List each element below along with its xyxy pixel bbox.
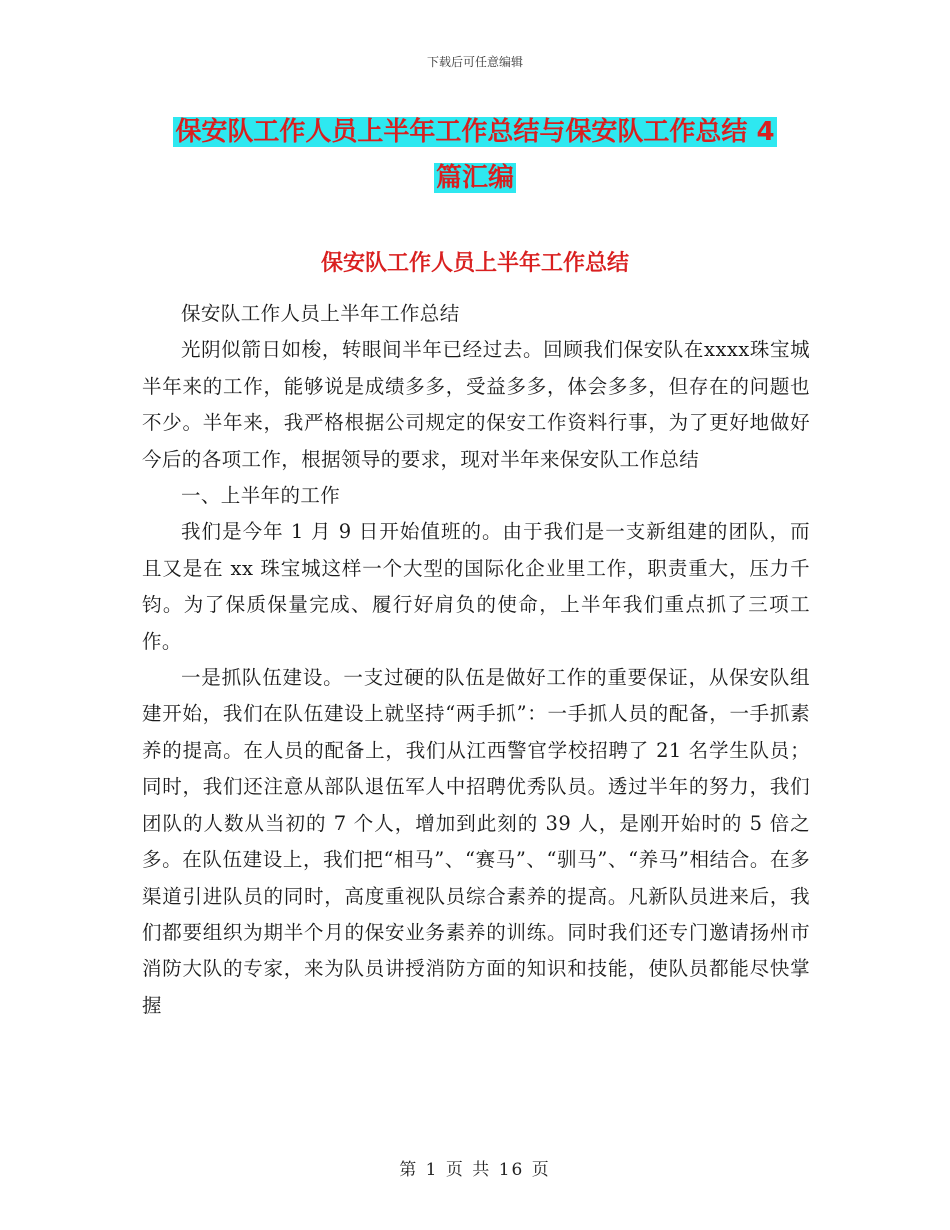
page-number: 第 1 页 共 16 页 [399,1160,551,1180]
paragraph: 保安队工作人员上半年工作总结 [181,302,460,325]
document-title-line2: 篇汇编 [435,163,514,193]
section-title: 保安队工作人员上半年工作总结 [320,251,629,276]
paragraph: 我们是今年 1 月 9 日开始值班的。由于我们是一支新组建的团队，而且又是在 xx 珠宝城这样一个大型的国际化企业里工作，职责重大，压力千钧。为了保质保量完成、履行好肩负的使命，上半年我们重点抓了三项工作。 [142,520,810,653]
page-header-note: 下载后可任意编辑 [426,55,523,69]
paragraph: 一、上半年的工作 [181,484,341,508]
document-title-line1: 保安队工作人员上半年工作总结与保安队工作总结 4 [175,117,775,147]
document-body [142,296,810,1024]
document-title [0,110,950,200]
paragraph: 光阴似箭日如梭，转眼间半年已经过去。回顾我们保安队在xxxx珠宝城半年来的工作，能够说是成绩多多，受益多多，体会多多，但存在的问题也不少。半年来，我严格根据公司规定的保安工作资料行事，为了更好地做好今后的各项工作，根据领导的要求，现对半年来保安队工作总结 [142,338,810,471]
paragraph: 一是抓队伍建设。一支过硬的队伍是做好工作的重要保证，从保安队组建开始，我们在队伍建设上就坚持“两手抓”：一手抓人员的配备，一手抓素养的提高。在人员的配备上，我们从江西警官学校招聘了 21 名学生队员；同时，我们还注意从部队退伍军人中招聘优秀队员。透过半年的努力，我们团队的人数从当初的 7 个人，增加到此刻的 39 人，是刚开始时的 5 倍之多。在队伍建设上，我们把“相马”、“赛马”、“驯马”、“养马”相结合。在多渠道引进队员的同时，高度重视队员综合素养的提高。凡新队员进来后，我们都要组织为期半个月的保安业务素养的训练。同时我们还专门邀请扬州市消防大队的专家，来为队员讲授消防方面的知识和技能，使队员都能尽快掌握 [142,666,810,1017]
